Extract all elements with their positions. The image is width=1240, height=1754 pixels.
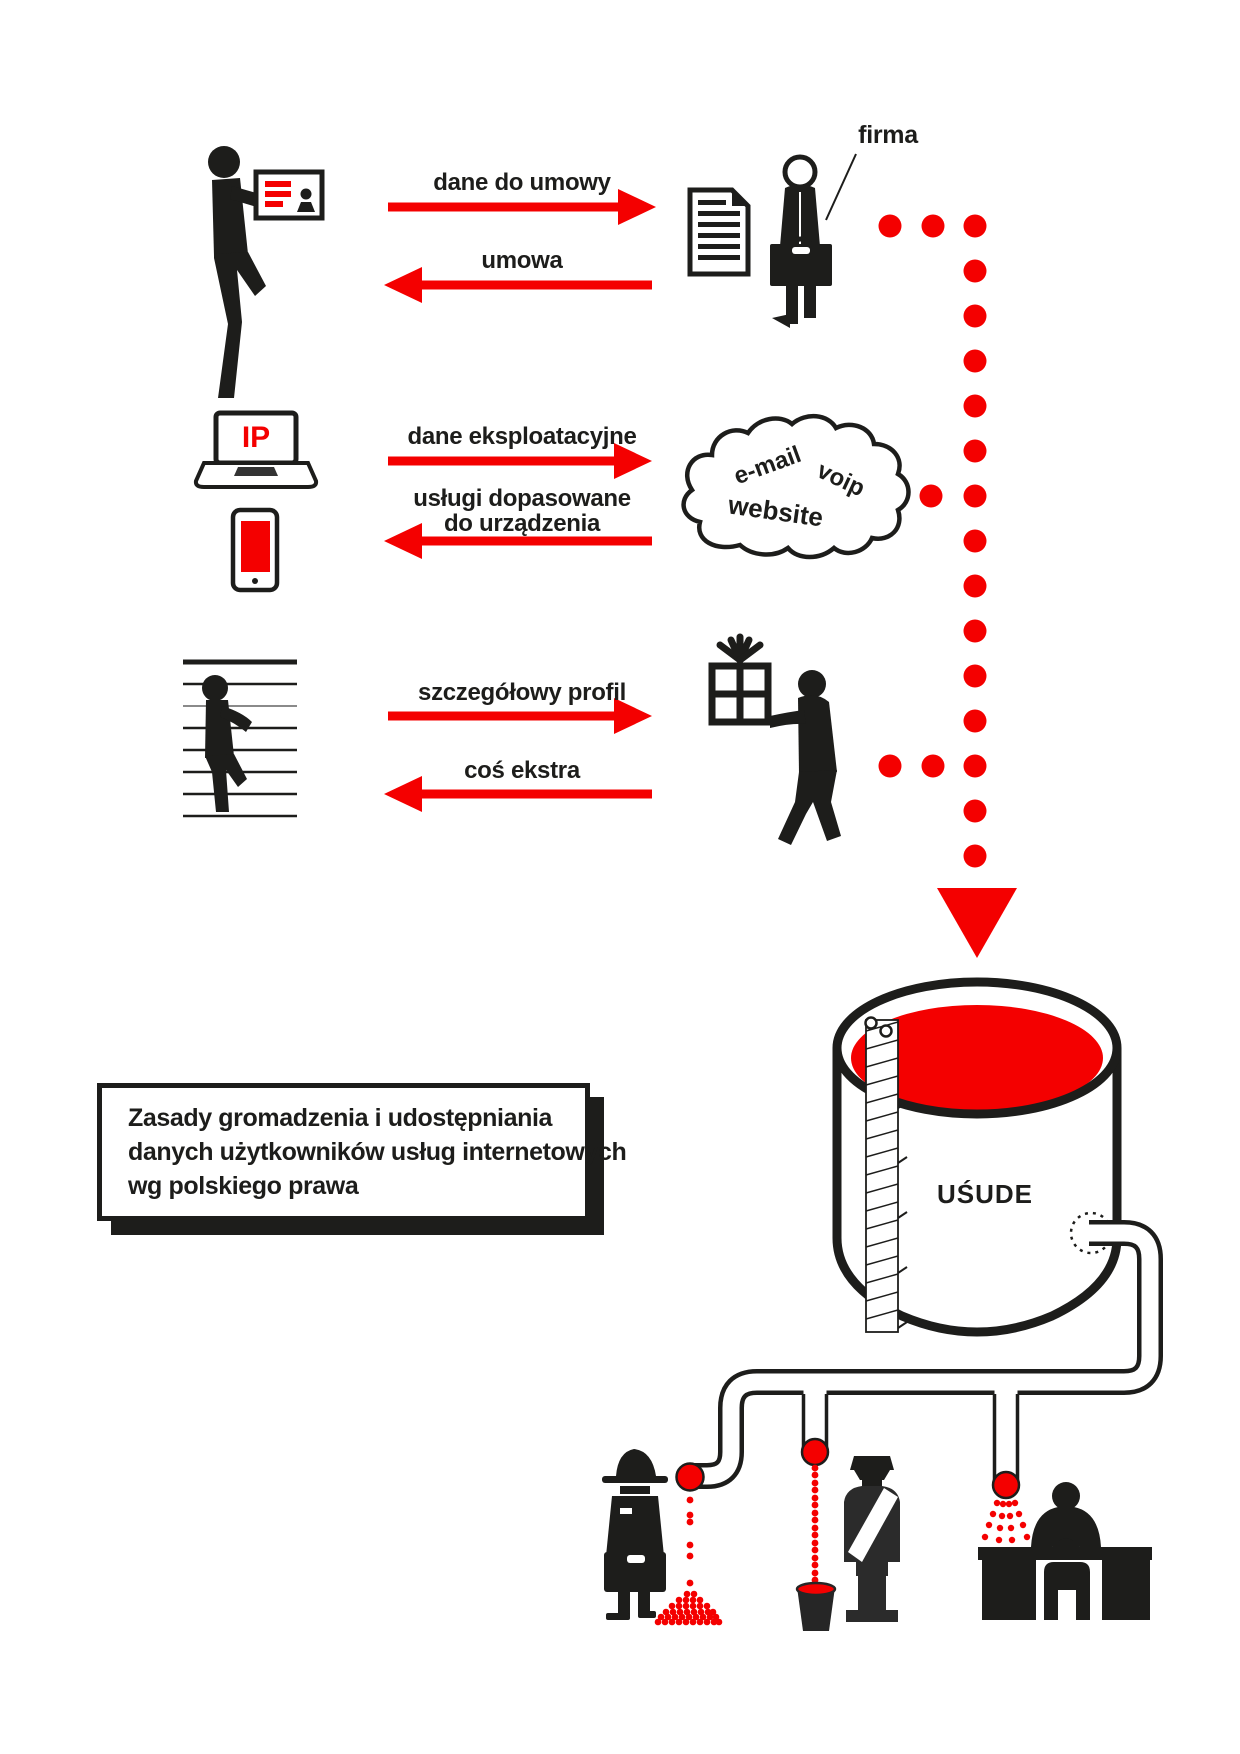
cloud-word-voip: voip: [812, 456, 869, 503]
bucket-icon: [797, 1583, 835, 1631]
label-do-urzadzenia: do urządzenia: [443, 510, 601, 537]
caption-line-2: danych użytkowników usług internetowych: [128, 1138, 627, 1166]
big-down-arrow-icon: [937, 888, 1017, 958]
drip-to-bucket: [812, 1465, 819, 1584]
valve-ball-detective: [677, 1464, 704, 1491]
cloud-word-website: website: [726, 489, 826, 533]
data-tank-icon: [837, 982, 1117, 1332]
company-person-icon: [770, 157, 832, 328]
caption-line-1: Zasady gromadzenia i udostępniania: [128, 1104, 552, 1132]
laptop-screen-label: IP: [241, 421, 271, 454]
desk-right-pedestal: [1102, 1560, 1150, 1620]
drip-to-detective: [687, 1497, 694, 1587]
cloud-word-email: e-mail: [730, 440, 805, 491]
data-pile: [655, 1591, 723, 1626]
profiled-person-icon: [183, 662, 297, 816]
label-uslugi-dopasowane: usługi dopasowane: [413, 485, 631, 512]
caption-line-3: wg polskiego prawa: [128, 1172, 359, 1200]
firma-leader-line: [826, 154, 856, 220]
caption-box: [97, 1083, 627, 1221]
officer-icon: [844, 1456, 900, 1622]
contract-document-icon: [690, 190, 748, 274]
label-dane-eksploatacyjne: dane eksploatacyjne: [407, 423, 637, 450]
person-with-gift-icon: [770, 670, 841, 845]
smartphone-icon: [233, 510, 277, 590]
label-szczegolowy-profil: szczegółowy profil: [418, 679, 626, 706]
desk-top: [978, 1547, 1152, 1560]
desk-left-pedestal: [982, 1560, 1036, 1620]
services-cloud-icon: [684, 416, 909, 557]
label-umowa: umowa: [481, 247, 563, 274]
valve-ball-bucket: [802, 1439, 828, 1465]
spray-to-desk: [982, 1500, 1030, 1543]
valve-ball-desk: [993, 1472, 1019, 1498]
label-dane-do-umowy: dane do umowy: [433, 169, 611, 196]
data-flow-dots: [879, 215, 987, 868]
detective-icon: [602, 1449, 668, 1620]
gift-box-icon: [712, 637, 768, 722]
label-firma: firma: [858, 121, 918, 149]
id-card-icon: [256, 172, 322, 218]
tank-label: UŚUDE: [936, 1179, 1033, 1209]
label-cos-ekstra: coś ekstra: [464, 757, 580, 784]
